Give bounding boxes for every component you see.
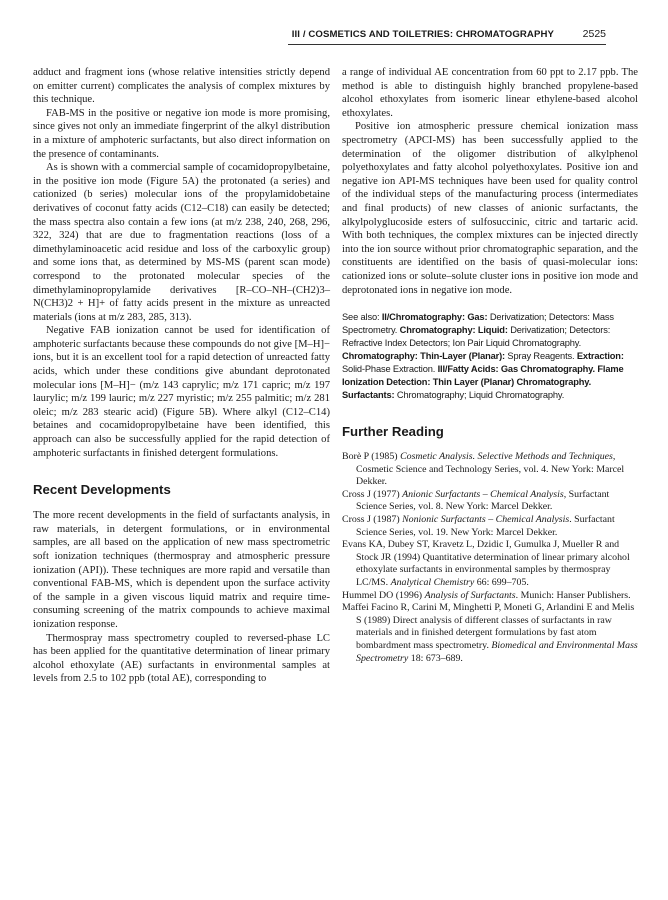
see-also-link[interactable]: Chromatography: Liquid: xyxy=(399,325,508,336)
reference-item: Borè P (1985) Cosmetic Analysis. Selective Methods and Techniques, Cosmetic Science and Technology Series, vol. 4. New York: Marcel Dekker. xyxy=(342,451,625,488)
page-number: 2525 xyxy=(582,28,606,40)
reference-item: Cross J (1987) Nonionic Surfactants – Chemical Analysis. Surfactant Science Series, vol. 19. New York: Marcel Dekker. xyxy=(342,514,615,538)
see-also-link[interactable]: II/Chromatography: Gas: xyxy=(381,312,488,323)
reference-item: Cross J (1977) Anionic Surfactants – Chemical Analysis, Surfactant Science Series, vol. 8. New York: Marcel Dekker. xyxy=(342,488,610,513)
see-also-text: Derivatization; Detectors: Mass Spectrometry. xyxy=(342,312,614,336)
paragraph: adduct and fragment ions (whose relative intensities strictly depend on emitter current) complicates the analysis of complex mixtures by this technique. xyxy=(33,67,330,106)
see-also-label: See also: xyxy=(342,312,380,323)
paragraph: Negative FAB ionization cannot be used for identification of amphoteric surfactants because these compounds do not give [M–H]− ions, but it is an excellent tool for a rapid detection of unreacted fatty acids, which under these conditions give abundant deprotonated molecular ions [M–H]− (m/z 143 caprylic; m/z 171 capric; m/z 197 laurylic; m/z 199 lauric; m/z 227 myristic; m/z 255 palmitic; m/z 281 oleic; m/z 283 stearic acid) (Figure 5B). Where alkyl (C12–C14) betaines and cocamidopropylbetaine have been identified, this approach can also be successfully applied for the rapid detection of amphoteric surfactants in finished detergent formulations. xyxy=(33,325,330,459)
see-also-block xyxy=(342,311,638,402)
see-also-text: Derivatization; Detectors: Refractive Index Detectors; Ion Pair Liquid Chromatography. xyxy=(342,325,611,349)
paragraph: The more recent developments in the field of surfactants analysis, in raw materials, in detergent formulations, or in environmental samples, are all based on the application of new mass spectrometric soft ionization techniques (thermospray and atmospheric pressure ionization (API)). These techniques are more rapid and versatile than conventional FAB-MS, which is dependent upon the surface activity of the sample in a given viscous liquid matrix and require time-consuming screening of the matrix compounds to achieve maximal ionization response. xyxy=(33,510,330,630)
see-also-link[interactable]: III/Fatty Acids: Gas Chromatography. Flame Ionization Detection: Thin Layer (Planar) Chromatography. Surfactants: xyxy=(342,364,624,401)
section-heading-further-reading: Further Reading xyxy=(342,424,444,440)
see-also-link[interactable]: Chromatography: Thin-Layer (Planar): xyxy=(342,351,505,362)
reference-item: Evans KA, Dubey ST, Kravetz L, Dzidic I, Gumulka J, Mueller R and Stock JR (1994) Quantitative determination of linear primary alcohol ethoxylate surfactants in environmental samples by thermospray LC/MS. Analytical Chemistry 66: 699–705. xyxy=(342,539,630,589)
paragraph: As is shown with a commercial sample of cocamidopropylbetaine, in the positive ion mode (Figure 5A) the protonated (a series) and cationized (b series) molecular ions of the propylamidobetaine derivatives of coconut fatty acids (C12–C18) can easily be detected; the mass spectra also contain a few ions (at m/z 238, 240, 268, 296, 322, 324) that are due to fragmentation reactions (loss of a dimethylaminoacetic acid residue and loss of the carboxylic group) and some ions that, as determined by MS-MS (parent scan mode) correspond to the protonated molecular species of the dimethylaminopropylamide derivatives [R–CO–NH–(CH2)3–N(CH3)2 + H]+ of fatty acids present in the mixture as unreacted materials (ions at m/z 283, 285, 313). xyxy=(33,162,330,323)
paragraph: Positive ion atmospheric pressure chemical ionization mass spectrometry (APCI-MS) has been successfully applied to the determination of the oligomer distribution of alkylphenol polyethoxylates and fatty alcohol polyethoxylates. Positive ion and negative ion API-MS techniques have been used for quality control of the individual steps of the manufacturing process (intermediates and final products) of new classes of anionic surfactants, the alkylpolyglucoside esters of sulfosuccinic, citric and tartaric acid. With both techniques, the complex mixtures can be injected directly into the ion source without prior chromatographic separation, and the constituents are identified on the basis of quasi-molecular ions: cationized ions or solute–solute cluster ions in positive ion mode and deprotonated ions in negative ion mode. xyxy=(342,121,638,296)
see-also-text: Solid-Phase Extraction. xyxy=(342,364,438,375)
section-heading-recent-developments: Recent Developments xyxy=(33,482,171,498)
header-rule xyxy=(288,44,606,45)
see-also-text: Chromatography; Liquid Chromatography. xyxy=(394,390,565,401)
paragraph: FAB-MS in the positive or negative ion mode is more promising, since gives not only an immediate fingerprint of the alkyl distribution in a mixture of amphoteric surfactants, but also direct information on the presence of contaminants. xyxy=(33,107,330,160)
reference-item: Maffei Facino R, Carini M, Minghetti P, Moneti G, Arlandini E and Melis S (1989) Direct analysis of different classes of surfactants in raw materials and in finished detergent formulations by fast atom bombardment mass spectrometry. Biomedical and Environmental Mass Spectrometry 18: 673–689. xyxy=(342,602,638,664)
paragraph: Thermospray mass spectrometry coupled to reversed-phase LC has been applied for the quantitative determination of linear primary alcohol ethoxylate (AE) surfactants in environmental samples at levels from 2.5 to 102 ppb (total AE), corresponding to xyxy=(33,632,330,685)
left-column xyxy=(33,66,330,686)
paragraph: a range of individual AE concentration from 60 ppt to 2.17 ppb. The method is able to distinguish highly branched propylene-based alcohol ethoxylates from isomeric linear ethylene-based alcohol ethoxylates. xyxy=(342,67,638,119)
running-title: III / COSMETICS AND TOILETRIES: CHROMATOGRAPHY xyxy=(291,29,554,40)
right-column xyxy=(342,66,638,665)
reference-item: Hummel DO (1996) Analysis of Surfactants. Munich: Hanser Publishers. xyxy=(342,589,631,601)
reference-list xyxy=(342,451,638,665)
running-header xyxy=(0,28,668,46)
see-also-link[interactable]: Extraction: xyxy=(576,351,624,362)
see-also-text: Spray Reagents. xyxy=(505,351,577,362)
